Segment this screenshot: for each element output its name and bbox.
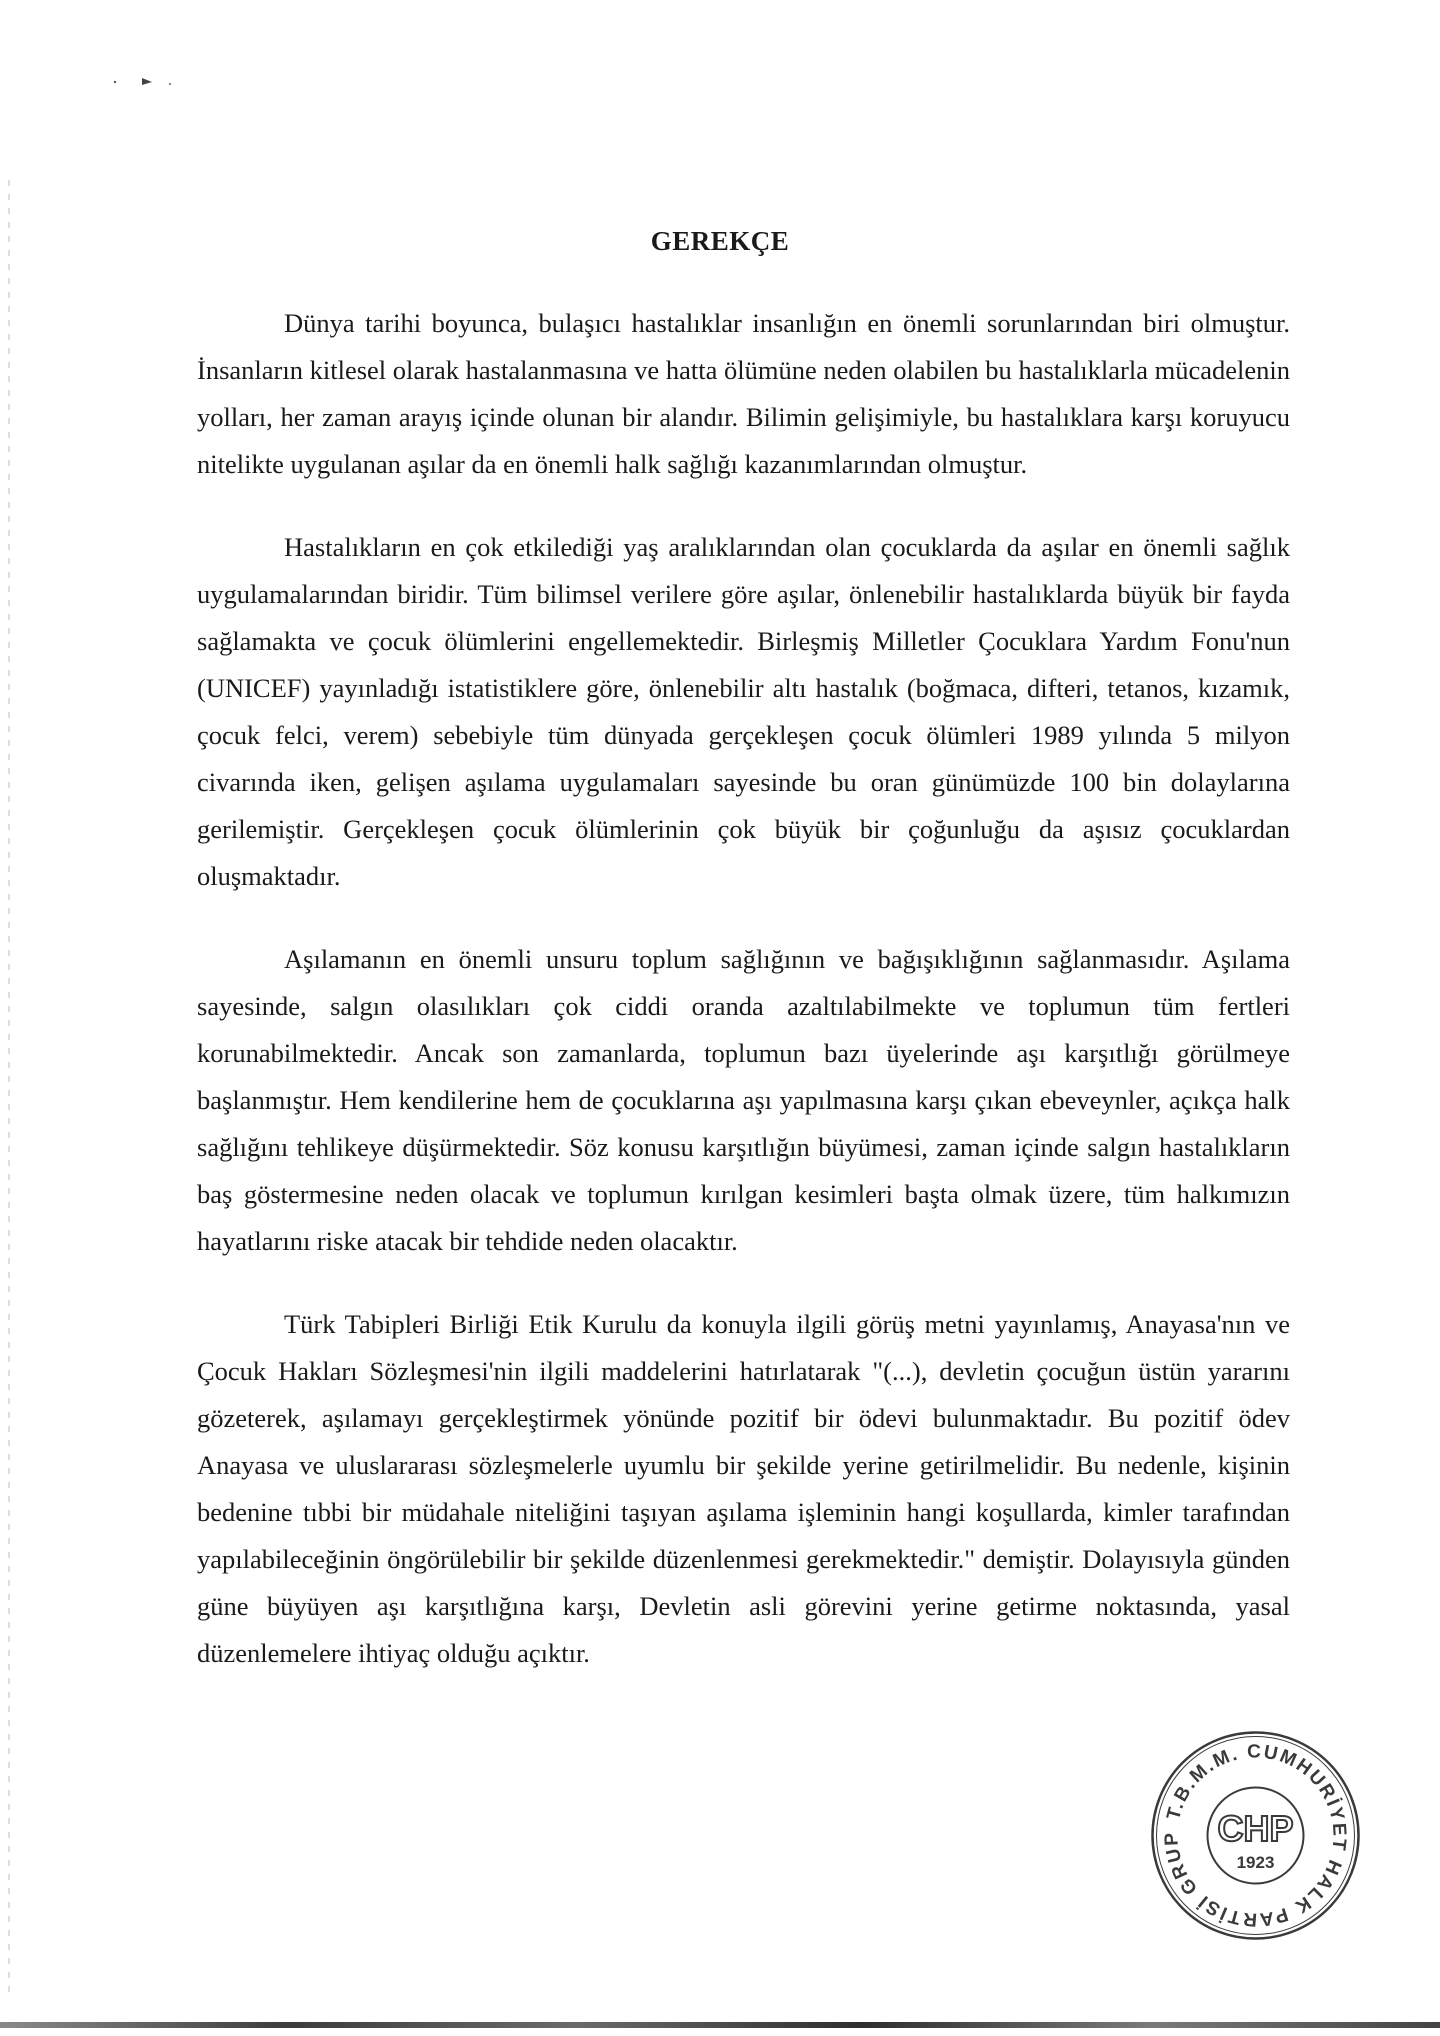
scan-artifact-marks [30,40,210,90]
paragraph: Türk Tabipleri Birliği Etik Kurulu da konuyla ilgili görüş metni yayınlamış, Anayasa'nın ve Çocuk Hakları Sözleşmesi'nin ilgili maddelerini hatırlatarak "(...), devletin çocuğun üstün yararını gözeterek, aşılamayı gerçekleştirmek yönünde pozitif bir ödevi bulunmaktadır. Bu pozitif ödev Anayasa ve uluslararası sözleşmelerle uyumlu bir şekilde yerine getirilmelidir. Bu nedenle, kişinin bedenine tıbbi bir müdahale niteliğini taşıyan aşılama işleminin hangi koşullarda, kimler tarafından yapılabileceğinin öngörülebilir bir şekilde düzenlenmesi gerekmektedir." demiştir. Dolayısıyla günden güne büyüyen aşı karşıtlığına karşı, Devletin asli görevini yerine getirme noktasında, yasal düzenlemelere ihtiyaç olduğu açıktır. [197,1309,1290,1668]
scan-bottom-edge [0,2022,1440,2028]
svg-text:CHP: CHP [1217,1808,1294,1849]
party-seal-stamp [1148,1728,1363,1943]
svg-text:T.B.M.M. CUMHURİYET HALK PARTİ: T.B.M.M. CUMHURİYET HALK PARTİSİ GRUP [1161,1741,1350,1930]
paragraph: Dünya tarihi boyunca, bulaşıcı hastalıklar insanlığın en önemli sorunlarından biri olmuştur. İnsanların kitlesel olarak hastalanmasına ve hatta ölümüne neden olabilen bu hastalıklarla mücadelenin yolları, her zaman arayış içinde olunan bir alandır. Bilimin gelişimiyle, bu hastalıklara karşı koruyucu nitelikte uygulanan aşılar da en önemli halk sağlığı kazanımlarından olmuştur. [197,308,1290,479]
paragraph: Hastalıkların en çok etkilediği yaş aralıklarından olan çocuklarda da aşılar en önemli sağlık uygulamalarından biridir. Tüm bilimsel verilere göre aşılar, önlenebilir hastalıklarda büyük bir fayda sağlamakta ve çocuk ölümlerini engellemektedir. Birleşmiş Milletler Çocuklara Yardım Fonu'nun (UNICEF) yayınladığı istatistiklere göre, önlenebilir altı hastalık (boğmaca, difteri, tetanos, kızamık, çocuk felci, verem) sebebiyle tüm dünyada gerçekleşen çocuk ölümleri 1989 yılında 5 milyon civarında iken, gelişen aşılama uygulamaları sayesinde bu oran günümüzde 100 bin dolaylarına gerilemiştir. Gerçekleşen çocuk ölümlerinin çok büyük bir çoğunluğu da aşısız çocuklardan oluşmaktadır. [197,532,1290,891]
seal-icon [1148,1728,1363,1943]
document-body [197,300,1290,1713]
scan-left-edge [8,180,10,2000]
page-title: GEREKÇE [650,226,790,257]
paragraph: Aşılamanın en önemli unsuru toplum sağlığının ve bağışıklığının sağlanmasıdır. Aşılama sayesinde, salgın olasılıkları çok ciddi oranda azaltılabilmekte ve toplumun tüm fertleri korunabilmektedir. Ancak son zamanlarda, toplumun bazı üyelerinde aşı karşıtlığı görülmeye başlanmıştır. Hem kendilerine hem de çocuklarına aşı yapılmasına karşı çıkan ebeveynler, açıkça halk sağlığını tehlikeye düşürmektedir. Söz konusu karşıtlığın büyümesi, zaman içinde salgın hastalıkların baş göstermesine neden olacak ve toplumun kırılgan kesimleri başta olmak üzere, tüm halkımızın hayatlarını riske atacak bir tehdide neden olacaktır. [197,944,1290,1256]
svg-text:1923: 1923 [1236,1853,1275,1872]
